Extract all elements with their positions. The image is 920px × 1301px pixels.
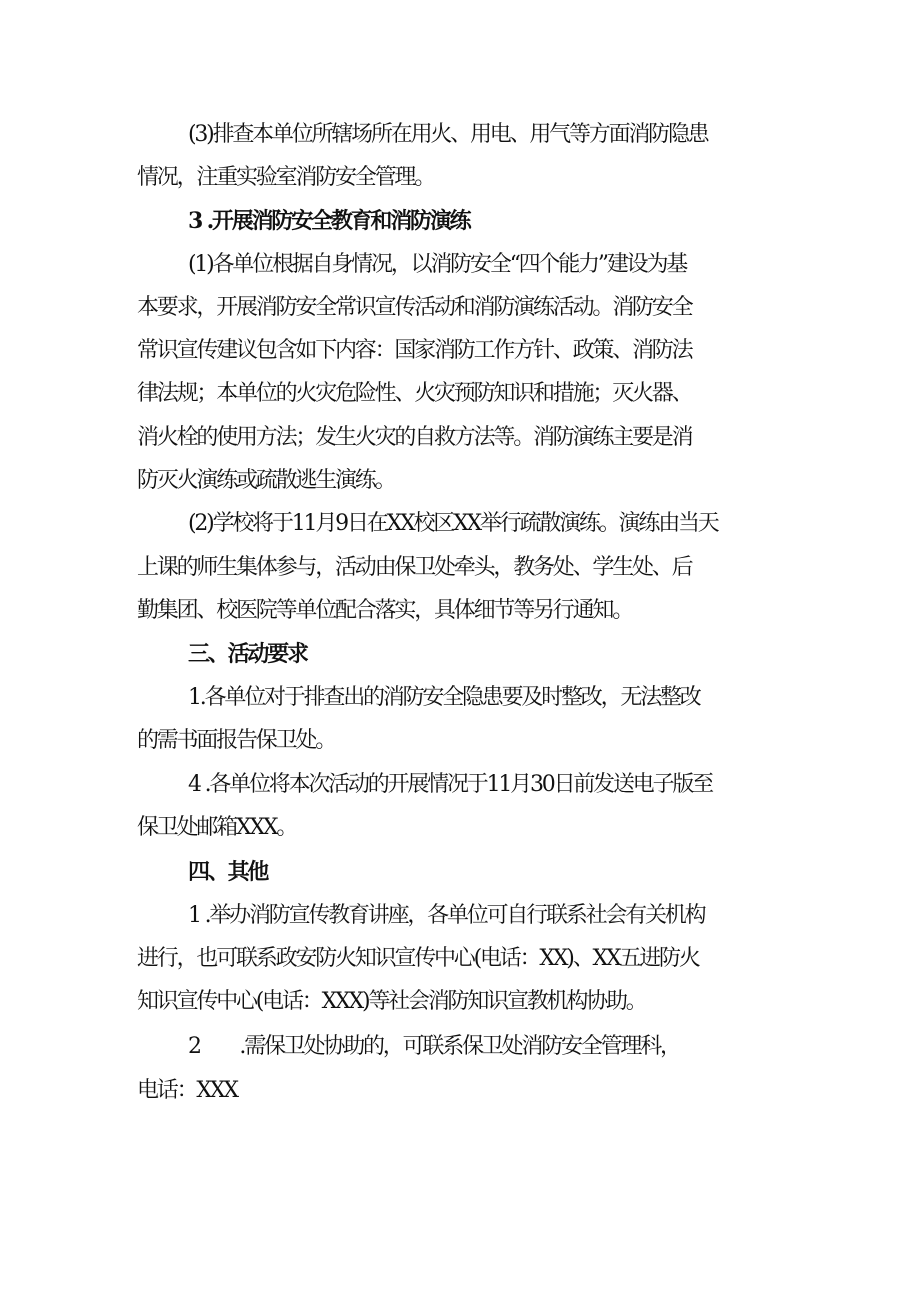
section-heading: 四、其他 xyxy=(188,859,268,885)
paragraph-line: 1.各单位对于排查出的消防安全隐患要及时整改，无法整改 xyxy=(188,685,700,710)
paragraph-line: 本要求，开展消防安全常识宣传活动和消防演练活动。消防安全 xyxy=(137,295,692,320)
paragraph-line: (1)各单位根据自身情况，以消防安全“四个能力”建设为基 xyxy=(188,252,687,277)
paragraph-line: 的需书面报告保卫处。 xyxy=(137,728,336,753)
paragraph-line: 上课的师生集体参与，活动由保卫处牵头，教务处、学生处、后 xyxy=(137,555,692,580)
paragraph-line: 电话：XXX xyxy=(137,1078,237,1103)
paragraph-line: (2)学校将于11月9日在XX校区XX举行疏散演练。演练由当天 xyxy=(188,511,718,536)
paragraph-line: 保卫处邮箱XXX。 xyxy=(137,815,297,840)
paragraph-line: 勤集团、校医院等单位配合落实，具体细节等另行通知。 xyxy=(137,598,633,623)
paragraph-line: 进行，也可联系政安防火知识宣传中心(电话：XX)、XX五进防火 xyxy=(137,946,699,971)
paragraph-line: 知识宣传中心(电话：XXX)等社会消防知识宣教机构协助。 xyxy=(137,989,646,1014)
paragraph-line: 常识宣传建议包含如下内容：国家消防工作方针、政策、消防法 xyxy=(137,338,692,363)
paragraph-line: 情况，注重实验室消防安全管理。 xyxy=(137,165,435,190)
paragraph-line: 4 .各单位将本次活动的开展情况于11月30日前发送电子版至 xyxy=(188,772,712,797)
paragraph-line: 1 .举办消防宣传教育讲座，各单位可自行联系社会有关机构 xyxy=(188,903,705,928)
section-heading: 三、活动要求 xyxy=(188,641,307,667)
section-heading: 3 .开展消防安全教育和消防演练 xyxy=(188,208,470,234)
paragraph-line: 律法规；本单位的火灾危险性、火灾预防知识和措施；灭火器、 xyxy=(137,381,692,406)
paragraph-line: 消火栓的使用方法；发生火灾的自救方法等。消防演练主要是消 xyxy=(137,425,692,450)
paragraph-line: 防灭火演练或疏散逃生演练。 xyxy=(137,468,395,493)
paragraph-line: 2 .需保卫处协助的，可联系保卫处消防安全管理科， xyxy=(188,1034,680,1059)
paragraph-line: (3)排查本单位所辖场所在用火、用电、用气等方面消防隐患 xyxy=(188,122,708,147)
